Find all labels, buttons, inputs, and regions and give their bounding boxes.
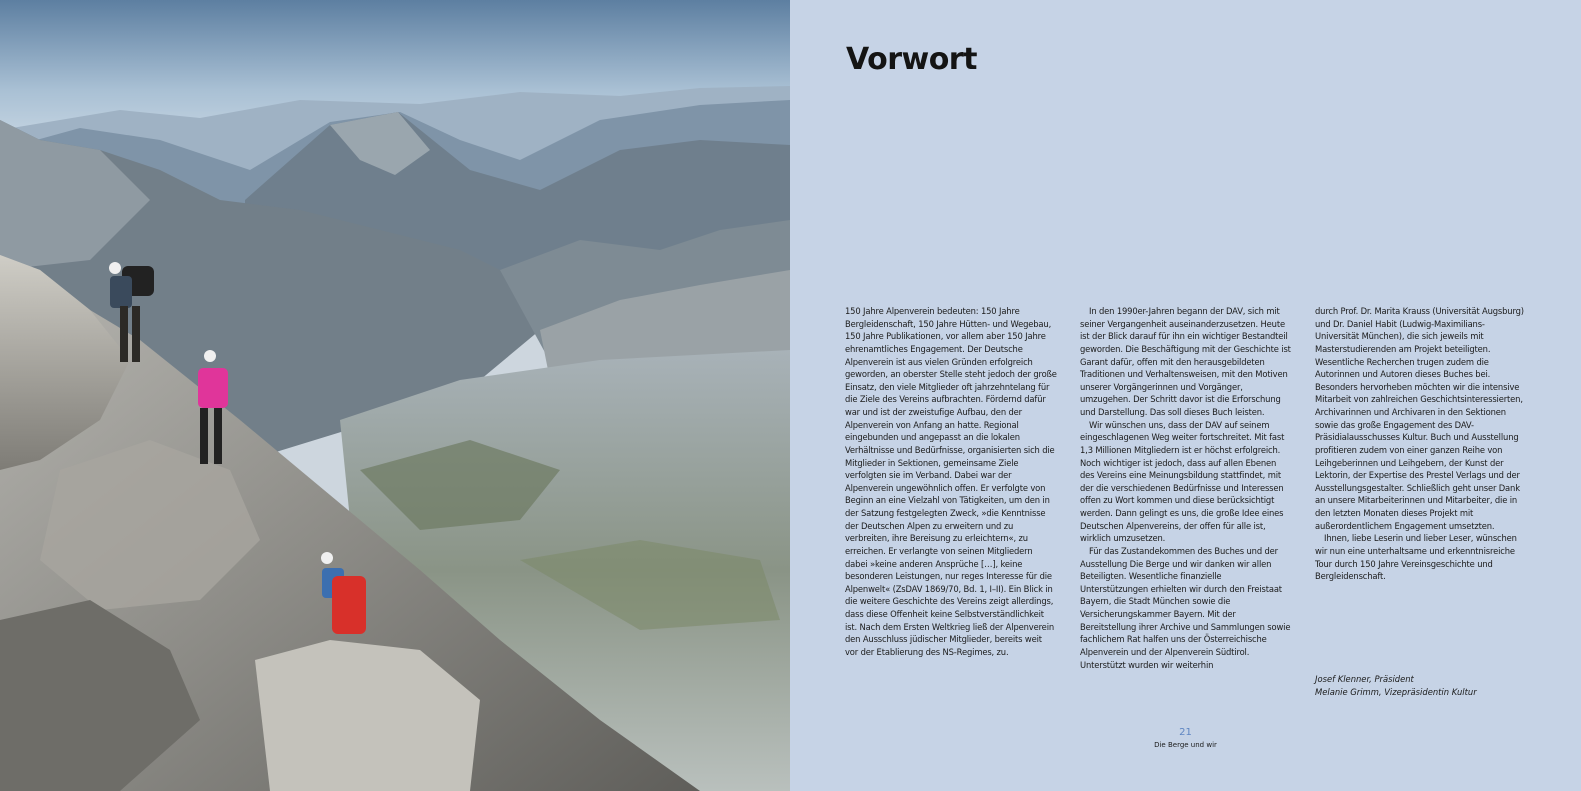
signature-president: Josef Klenner, Präsident [1315, 674, 1414, 684]
text-page [790, 0, 1581, 791]
page-number: 21 [1179, 727, 1192, 738]
paragraph: In den 1990er-Jahren begann der DAV, sich mit seiner Vergangenheit auseinanderzusetzen. Heute ist der Blick darauf für ihn ein wichtiger Bestandteil geworden. Die Beschäftigung mit der Geschichte ist Garant dafür, offen mit den herausgebildeten Traditionen und Verhaltensweisen, mit den Motiven unserer Vorgängerinnen und Vorgänger, umzugehen. Der Schritt davor ist die Erforschung und Darstellung. Das soll dieses Buch leisten. [1080, 306, 1291, 417]
text-column-1 [845, 305, 1057, 659]
page-title: Vorwort [846, 42, 977, 77]
text-column-3 [1315, 305, 1527, 583]
text-column-2 [1080, 305, 1292, 671]
signatures [1315, 673, 1555, 698]
signature-vice-president: Melanie Grimm, Vizepräsidentin Kultur [1315, 686, 1477, 697]
paragraph: Für das Zustandekommen des Buches und der Ausstellung Die Berge und wir danken wir allen Beteiligten. Wesentliche finanzielle Unterstützungen erhielten wir durch den Freistaat Bayern, die Stadt München sowie die Versicherungskammer Bayern. Mit der Bereitstellung ihrer Archive und Sammlungen sowie fachlichem Rat halfen uns der Österreichische Alpenverein und der Alpenverein Südtirol. Unterstützt wurden wir weiterhin [1080, 545, 1291, 670]
paragraph: Wir wünschen uns, dass der DAV auf seinem eingeschlagenen Weg weiter fortschreitet. Mit fast 1,3 Millionen Mitgliedern ist er höchst erfolgreich. Noch wichtiger ist jedoch, dass auf allen Ebenen des Vereins eine Meinungsbildung stattfindet, mit der die verschiedenen Bedürfnisse und Interessen offen zu Wort kommen und diese berücksichtigt werden. Dann gelingt es uns, die große Idee eines Deutschen Alpenvereins, der offen für alle ist, wirklich umzusetzen. [1080, 419, 1285, 544]
mountain-illustration [0, 0, 790, 791]
paragraph: Ihnen, liebe Leserin und lieber Leser, wünschen wir nun eine unterhaltsame und erkenntnisreiche Tour durch 150 Jahre Vereinsgeschichte und Bergleidenschaft. [1315, 533, 1517, 582]
paragraph: 150 Jahre Alpenverein bedeuten: 150 Jahre Bergleidenschaft, 150 Jahre Hütten- und Wegebau, 150 Jahre Publikationen, vor allem aber 150 Jahre ehrenamtliches Engagement. Der Deutsche Alpenverein ist aus vielen Gründen erfolgreich geworden, an oberster Stelle steht jedoch der große Einsatz, den viele Mitglieder oft jahrzehntelang für die Ziele des Vereins aufbrachten. Fördernd dafür war und ist der zweistufige Aufbau, den der Alpenverein von Anfang an hatte. Regional eingebunden und angepasst an die lokalen Verhältnisse und Bedürfnisse, organisierten sich die Mitglieder in Sektionen, gemeinsame Ziele verfolgten sie im Verband. Dabei war der Alpenverein ungewöhnlich offen. Er verfolgte von Beginn an eine Vielzahl von Tätigkeiten, um den in der Satzung festgelegten Zweck, »die Kenntnisse der Deutschen Alpen zu erweitern und zu verbreiten, ihre Bereisung zu erleichtern«, zu erreichen. Er verlangte von seinen Mitgliedern dabei »keine anderen Ansprüche […], keine besonderen Leistungen, nur reges Interesse für die Alpenwelt« (ZsDAV 1869/70, Bd. 1, I–II). Ein Blick in die weitere Geschichte des Vereins zeigt allerdings, dass diese Offenheit keine Selbstverständlichkeit ist. Nach dem Ersten Weltkrieg ließ der Alpenverein den Ausschluss jüdischer Mitglieder, bereits weit vor der Etablierung des NS-Regimes, zu. [845, 306, 1057, 657]
paragraph: durch Prof. Dr. Marita Krauss (Universität Augsburg) und Dr. Daniel Habit (Ludwig-Maximilians-Universität München), die sich jeweils mit Masterstudierenden am Projekt beteiligten. Wesentliche Recherchen trugen zudem die Autorinnen und Autoren dieses Buches bei. Besonders hervorheben möchten wir die intensive Mitarbeit von zahlreichen Geschichtsinteressierten, Archivarinnen und Archivaren in den Sektionen sowie das große Engagement des DAV-Präsidialausschusses Kultur. Buch und Ausstellung profitieren zudem von einer ganzen Reihe von Leihgeberinnen und Leihgebern, der Kunst der Lektorin, der Expertise des Prestel Verlags und der Ausstellungsgestalter. Schließlich geht unser Dank an unsere Mitarbeiterinnen und Mitarbeiter, die in den letzten Monaten dieses Projekt mit außerordentlichem Engagement umsetzten. [1315, 306, 1524, 531]
running-footer: Die Berge und wir [1154, 741, 1217, 749]
mountain-photo [0, 0, 790, 791]
